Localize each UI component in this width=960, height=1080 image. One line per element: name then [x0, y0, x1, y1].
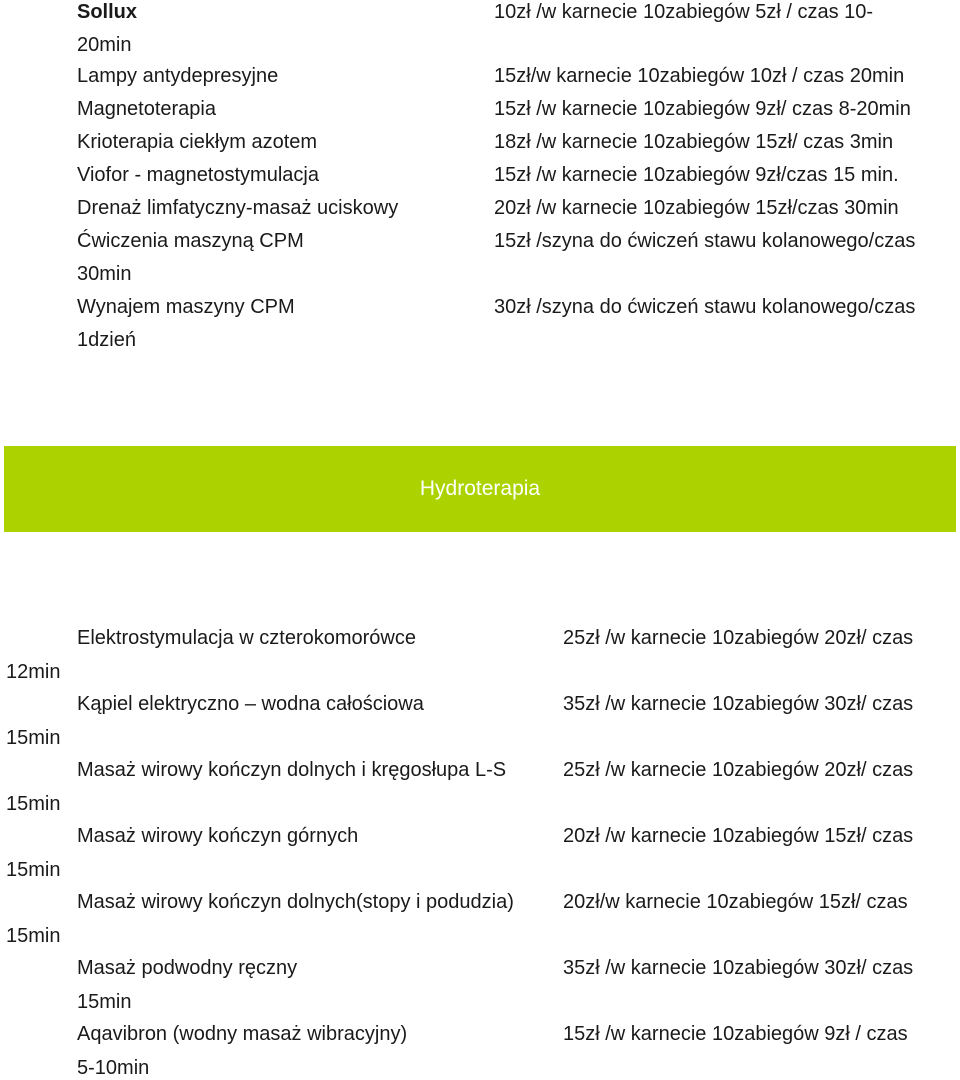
- service-price-krioterapia: 18zł /w karnecie 10zabiegów 15zł/ czas 3min: [494, 131, 894, 153]
- service-price-lampy: 15zł/w karnecie 10zabiegów 10zł / czas 20min: [494, 65, 905, 87]
- hydro-item-duration: 12min: [6, 661, 61, 683]
- service-duration-wynajem-cpm: 1dzień: [77, 329, 136, 351]
- service-price-cwiczenia-cpm: 15zł /szyna do ćwiczeń stawu kolanowego/czas: [494, 230, 916, 252]
- service-price-magnetoterapia: 15zł /w karnecie 10zabiegów 9zł/ czas 8-20min: [494, 98, 911, 120]
- hydro-item-duration: 15min: [77, 991, 132, 1013]
- hydro-item-price: 20zł /w karnecie 10zabiegów 15zł/ czas: [563, 825, 914, 847]
- hydro-item-duration: 5-10min: [77, 1057, 150, 1079]
- service-price-drenaz: 20zł /w karnecie 10zabiegów 15zł/czas 30min: [494, 197, 899, 219]
- hydro-item-price: 35zł /w karnecie 10zabiegów 30zł/ czas: [563, 957, 914, 979]
- service-price-sollux: 10zł /w karnecie 10zabiegów 5zł / czas 10-: [494, 1, 874, 23]
- hydro-item-duration: 15min: [6, 925, 61, 947]
- hydro-item-price: 15zł /w karnecie 10zabiegów 9zł / czas: [563, 1023, 908, 1045]
- service-name-viofor: Viofor - magnetostymulacja: [77, 164, 319, 186]
- service-name-magnetoterapia: Magnetoterapia: [77, 98, 216, 120]
- hydro-item-price: 25zł /w karnecie 10zabiegów 20zł/ czas: [563, 759, 914, 781]
- section-banner: [4, 446, 956, 532]
- service-duration-cwiczenia-cpm: 30min: [77, 263, 132, 285]
- service-name-cwiczenia-cpm: Ćwiczenia maszyną CPM: [77, 230, 304, 252]
- service-name-sollux: Sollux: [77, 1, 138, 23]
- hydro-item-duration: 15min: [6, 727, 61, 749]
- hydro-item-price: 20zł/w karnecie 10zabiegów 15zł/ czas: [563, 891, 908, 913]
- hydro-item-name: Kąpiel elektryczno – wodna całościowa: [77, 693, 424, 715]
- service-name-wynajem-cpm: Wynajem maszyny CPM: [77, 296, 295, 318]
- hydro-item-price: 35zł /w karnecie 10zabiegów 30zł/ czas: [563, 693, 914, 715]
- hydro-item-name: Elektrostymulacja w czterokomorówce: [77, 627, 416, 649]
- hydro-item-price: 25zł /w karnecie 10zabiegów 20zł/ czas: [563, 627, 914, 649]
- service-duration-sollux: 20min: [77, 34, 132, 56]
- hydro-item-duration: 15min: [6, 793, 61, 815]
- service-price-viofor: 15zł /w karnecie 10zabiegów 9zł/czas 15 min.: [494, 164, 899, 186]
- service-price-wynajem-cpm: 30zł /szyna do ćwiczeń stawu kolanowego/czas: [494, 296, 916, 318]
- hydro-item-name: Masaż wirowy kończyn dolnych(stopy i podudzia): [77, 891, 514, 913]
- section-title: Hydroterapia: [419, 477, 541, 500]
- hydro-item-name: Masaż wirowy kończyn dolnych i kręgosłupa L-S: [77, 759, 507, 781]
- hydro-item-name: Masaż wirowy kończyn górnych: [77, 825, 359, 847]
- hydro-item-duration: 15min: [6, 859, 61, 881]
- hydro-item-name: Masaż podwodny ręczny: [77, 957, 298, 979]
- service-name-krioterapia: Krioterapia ciekłym azotem: [77, 131, 318, 153]
- service-name-lampy: Lampy antydepresyjne: [77, 65, 279, 87]
- hydro-item-name: Aqavibron (wodny masaż wibracyjny): [77, 1023, 408, 1045]
- service-name-drenaz: Drenaż limfatyczny-masaż uciskowy: [77, 197, 399, 219]
